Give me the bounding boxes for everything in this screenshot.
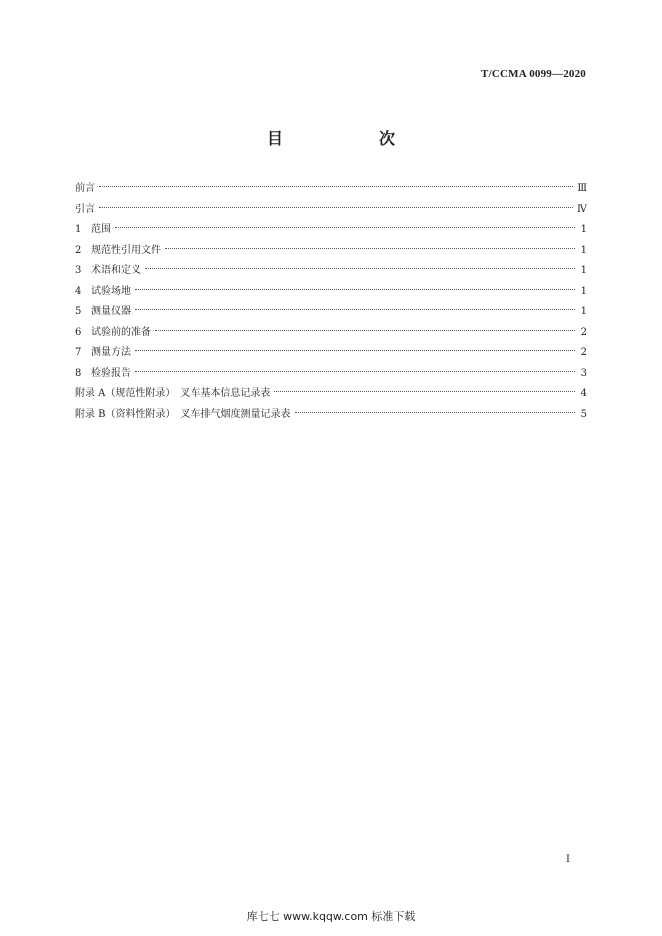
footer-watermark: 库七七 www.kqqw.com 标准下载 [246, 910, 416, 923]
toc-leader-dots [145, 267, 575, 269]
toc-label: 引言 [75, 203, 95, 215]
toc-entry-foreword[interactable] [75, 179, 587, 200]
toc-label: 试验前的准备 [91, 326, 151, 338]
toc-page: 1 [580, 265, 587, 276]
toc-entry-6[interactable] [75, 323, 587, 344]
toc-page: 1 [580, 306, 587, 317]
standard-number: T/CCMA 0099—2020 [481, 68, 586, 80]
toc-page: Ⅲ [577, 183, 587, 194]
toc-label: 试验场地 [91, 285, 131, 297]
page-title: 目 次 [266, 129, 435, 148]
toc-number: 2 [75, 244, 82, 256]
toc-leader-dots [135, 370, 575, 372]
toc-number: 1 [75, 224, 82, 235]
toc-leader-dots [99, 185, 573, 187]
toc-page: 1 [580, 244, 587, 256]
toc-page: Ⅳ [577, 203, 587, 215]
toc-number: 3 [75, 265, 82, 276]
toc-leader-dots [165, 247, 575, 249]
toc-leader-dots [155, 329, 575, 331]
toc-leader-dots [135, 308, 575, 310]
toc-page: 2 [580, 347, 587, 358]
toc-label: 术语和定义 [91, 265, 141, 276]
toc-page: 3 [580, 367, 587, 379]
toc-label: 测量方法 [91, 347, 131, 358]
toc-leader-dots [295, 411, 575, 413]
toc-entry-introduction[interactable] [75, 200, 587, 221]
toc-number: 6 [75, 326, 82, 338]
toc-label: 范围 [91, 224, 111, 235]
toc-entry-4[interactable] [75, 282, 587, 303]
toc-entry-8[interactable] [75, 364, 587, 385]
toc-label: 测量仪器 [91, 306, 131, 317]
toc-leader-dots [135, 288, 575, 290]
toc-leader-dots [115, 226, 575, 228]
toc-page: 2 [580, 326, 587, 338]
toc-entry-3[interactable] [75, 261, 587, 282]
toc-leader-dots [135, 349, 575, 351]
toc-entry-appendix-a[interactable] [75, 384, 587, 405]
toc-entry-appendix-b[interactable] [75, 405, 587, 426]
toc-number: 5 [75, 306, 82, 317]
toc-number: 4 [75, 285, 82, 297]
toc-leader-dots [274, 390, 575, 392]
toc-label: 前言 [75, 183, 95, 194]
page-number: I [566, 854, 570, 865]
toc-entry-7[interactable] [75, 343, 587, 364]
table-of-contents [75, 179, 587, 425]
toc-entry-5[interactable] [75, 302, 587, 323]
toc-entry-2[interactable] [75, 241, 587, 262]
toc-label: 规范性引用文件 [91, 244, 161, 256]
toc-page: 1 [580, 285, 587, 297]
toc-page: 4 [580, 388, 587, 399]
toc-label: 检验报告 [91, 367, 131, 379]
toc-page: 5 [580, 408, 587, 420]
toc-number: 8 [75, 367, 82, 379]
toc-label: 附录 B（资料性附录） 叉车排气烟度测量记录表 [75, 408, 291, 420]
toc-page: 1 [580, 224, 587, 235]
toc-leader-dots [99, 206, 573, 208]
toc-label: 附录 A（规范性附录） 叉车基本信息记录表 [75, 388, 271, 399]
toc-entry-1[interactable] [75, 220, 587, 241]
toc-number: 7 [75, 347, 82, 358]
